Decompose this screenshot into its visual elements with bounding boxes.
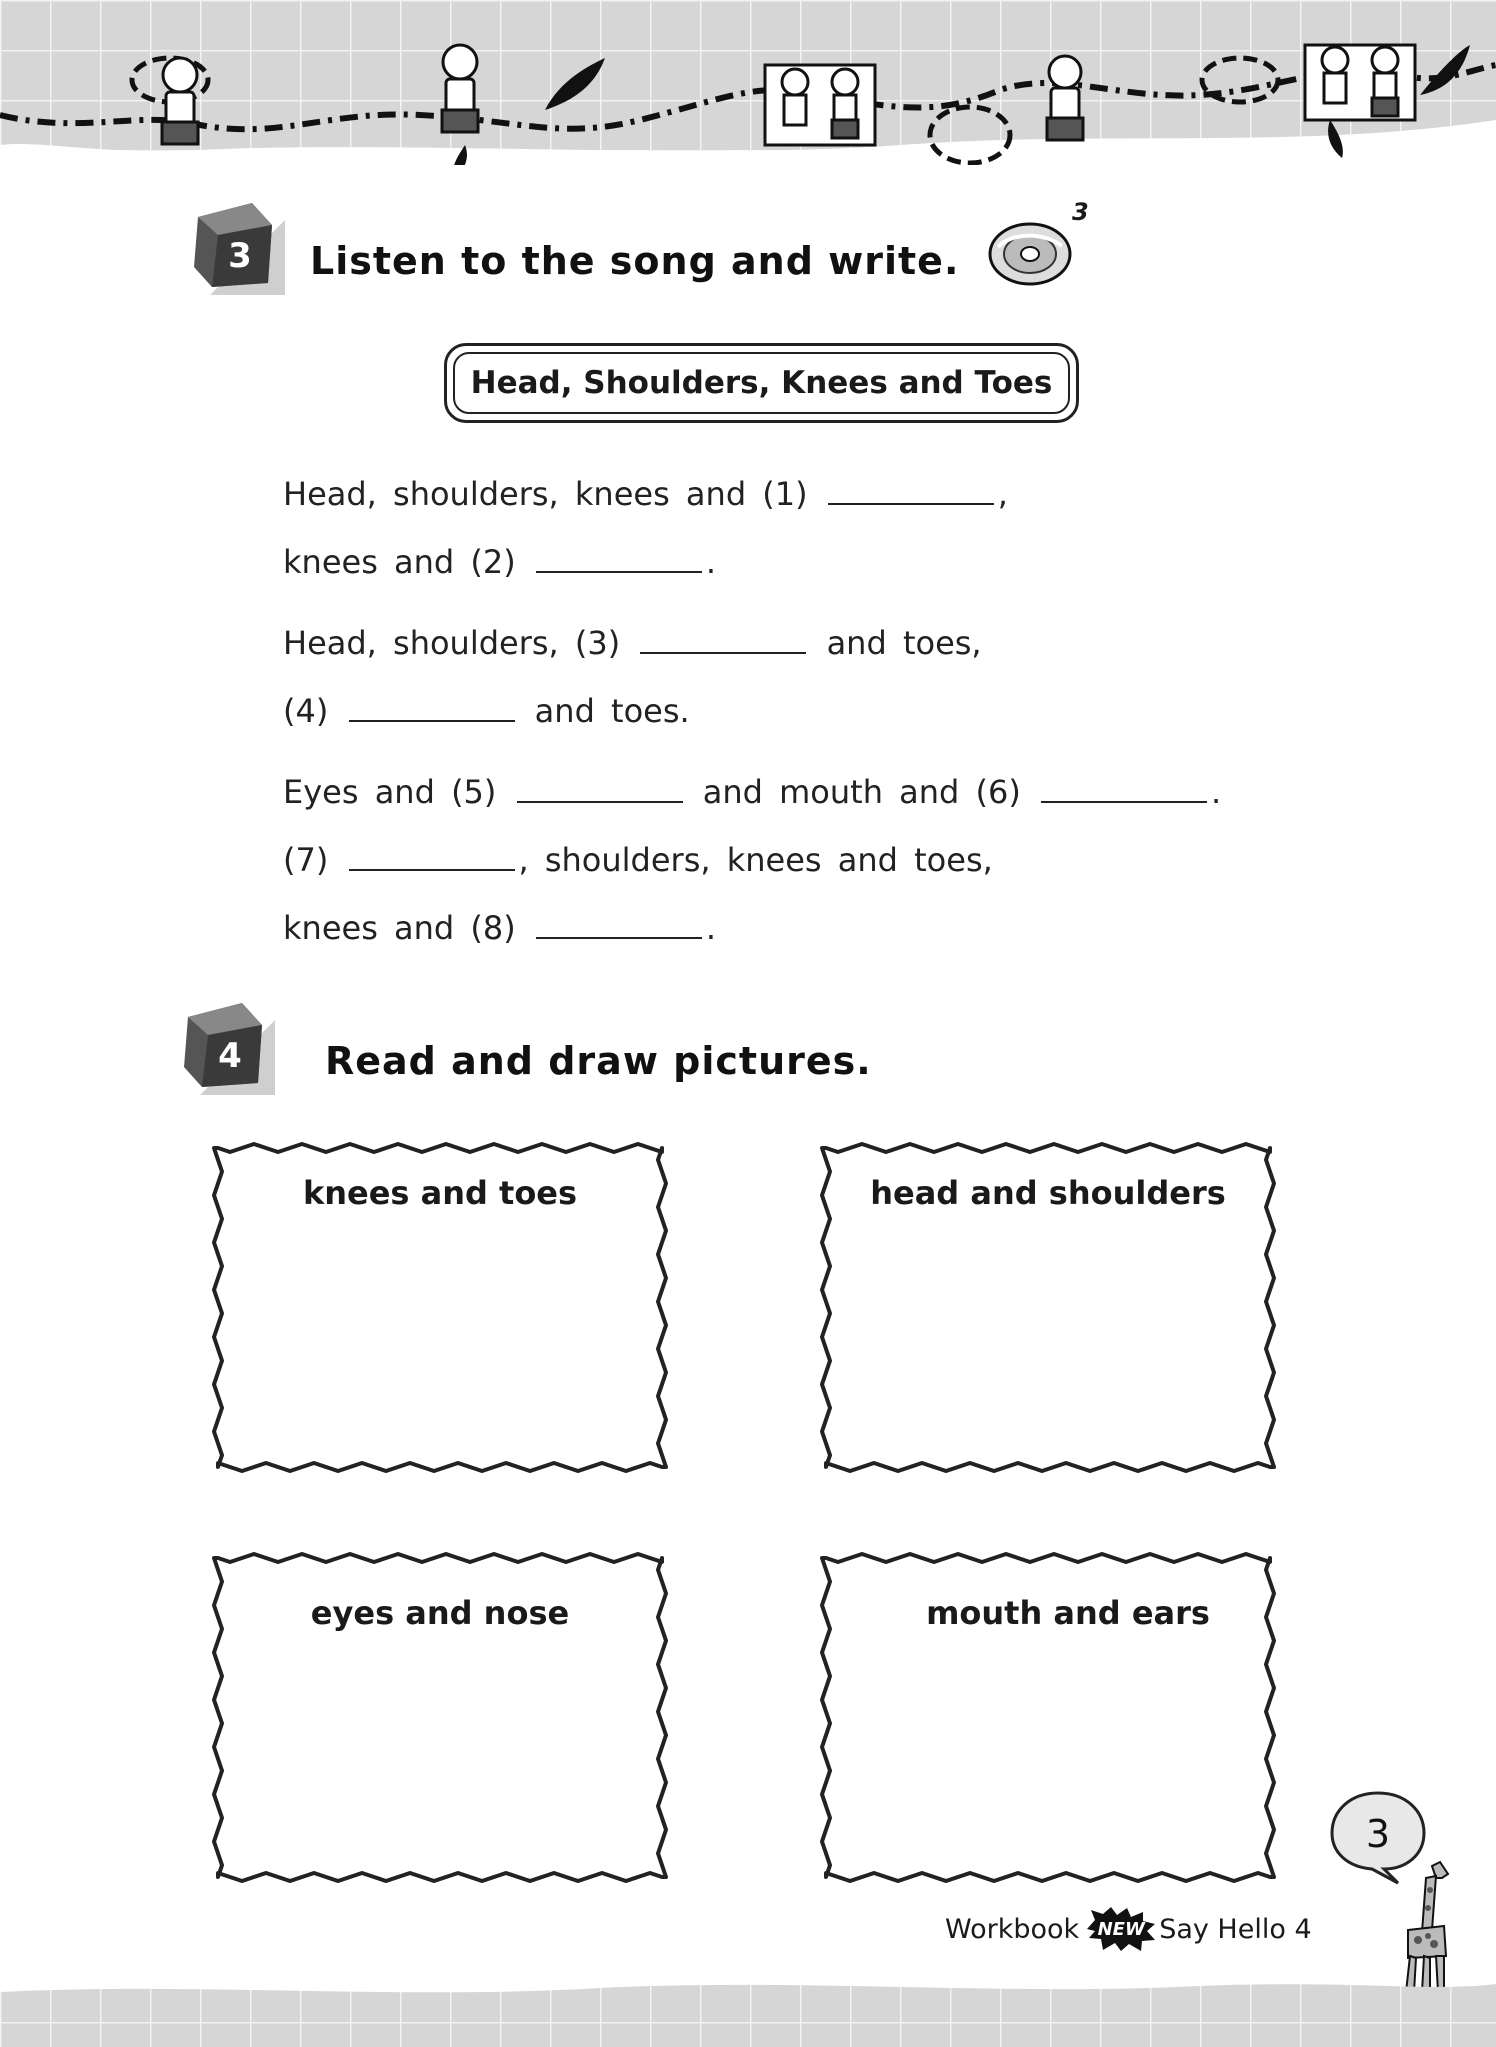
lyric-line-3: Head, shoulders, (3) and toes, — [283, 624, 982, 662]
book-suffix: Say Hello 4 — [1159, 1913, 1312, 1945]
lyric-line-6: (7) , shoulders, knees and toes, — [283, 841, 993, 879]
answer-blank-6[interactable] — [1041, 775, 1207, 803]
answer-blank-2[interactable] — [536, 545, 702, 573]
drawing-box-3[interactable] — [210, 1550, 670, 1885]
lyric-line-2: knees and (2) . — [283, 543, 717, 581]
song-title: Head, Shoulders, Knees and Toes — [470, 365, 1053, 401]
exercise-3-number: 3 — [228, 236, 252, 276]
exercise-4-title: Read and draw pictures. — [325, 1039, 872, 1083]
exercise-3-title: Listen to the song and write. — [310, 239, 960, 283]
drawing-box-4[interactable] — [818, 1550, 1278, 1885]
lyric-line-1: Head, shoulders, knees and (1) , — [283, 475, 1008, 513]
exercise-4-number-icon — [180, 995, 275, 1100]
answer-blank-4[interactable] — [349, 694, 515, 722]
answer-blank-1[interactable] — [828, 477, 994, 505]
answer-blank-3[interactable] — [640, 626, 806, 654]
book-prefix: Workbook — [945, 1913, 1080, 1945]
lyric-line-7: knees and (8) . — [283, 909, 717, 947]
children-banner — [0, 0, 1496, 165]
new-badge: NEW — [1085, 1906, 1157, 1952]
footer-band — [0, 1972, 1496, 2047]
drawing-box-2[interactable] — [818, 1140, 1278, 1475]
song-title-box — [444, 343, 1079, 423]
page-number: 3 — [1365, 1812, 1391, 1856]
drawing-box-label: eyes and nose — [310, 1594, 570, 1632]
answer-blank-7[interactable] — [349, 843, 515, 871]
lyric-line-5: Eyes and (5) and mouth and (6) . — [283, 773, 1222, 811]
track-number: 3 — [1072, 198, 1089, 226]
answer-blank-5[interactable] — [517, 775, 683, 803]
exercise-3-number-icon — [190, 195, 285, 300]
drawing-box-1[interactable] — [210, 1140, 670, 1475]
drawing-box-label: mouth and ears — [926, 1594, 1210, 1632]
drawing-box-label: knees and toes — [302, 1174, 578, 1212]
drawing-box-label: head and shoulders — [870, 1174, 1226, 1212]
lyric-line-4: (4) and toes. — [283, 692, 690, 730]
exercise-4-number: 4 — [218, 1036, 242, 1076]
answer-blank-8[interactable] — [536, 911, 702, 939]
cd-icon — [988, 212, 1072, 288]
book-branding — [945, 1906, 1312, 1952]
